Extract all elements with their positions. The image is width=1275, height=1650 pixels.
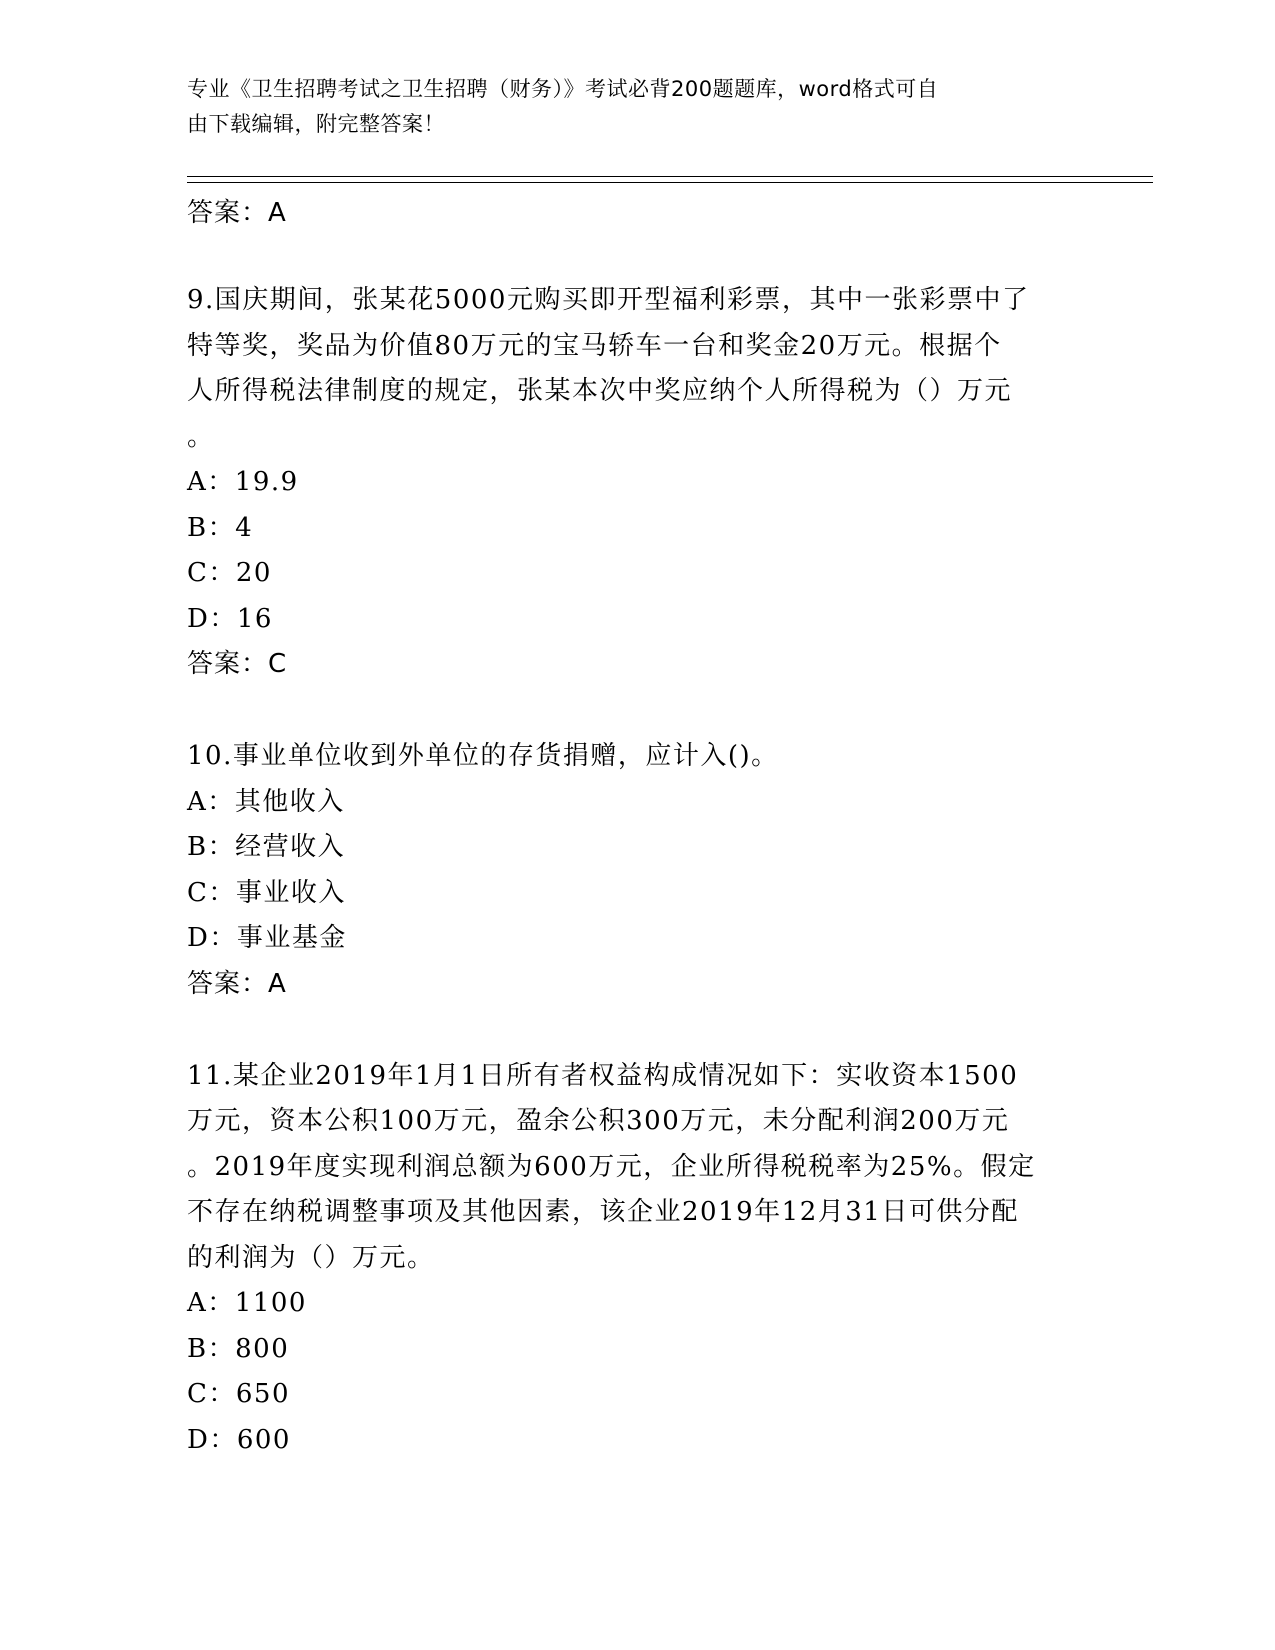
- question-9-option-d: D：16: [187, 603, 273, 634]
- question-10-line: 10.事业单位收到外单位的存货捐赠，应计入()。: [187, 741, 779, 771]
- header-line-2: 由下载编辑，附完整答案！: [187, 112, 445, 136]
- question-10-option-d: D：事业基金: [187, 923, 347, 953]
- question-10-option-c: C：事业收入: [187, 877, 346, 908]
- question-9-line: 9.国庆期间，张某花5000元购买即开型福利彩票，其中一张彩票中了: [187, 285, 1030, 315]
- question-11-line: 万元，资本公积100万元，盈余公积300万元，未分配利润200万元: [187, 1106, 1010, 1136]
- question-9-line: 特等奖，奖品为价值80万元的宝马轿车一台和奖金20万元。根据个: [187, 330, 1002, 361]
- question-10-option-a: A：其他收入: [187, 786, 345, 817]
- question-9: [187, 278, 1087, 642]
- question-9-line: 。: [187, 421, 215, 452]
- question-11-line: 。2019年度实现利润总额为600万元，企业所得税税率为25%。假定: [187, 1151, 1036, 1182]
- question-9-option-c: C：20: [187, 558, 272, 588]
- question-9-line: 人所得税法律制度的规定，张某本次中奖应纳个人所得税为（）万元: [187, 376, 1013, 406]
- question-9-option-b: B：4: [187, 512, 254, 543]
- question-11-option-c: C：650: [187, 1379, 291, 1409]
- answer-9: 答案：C: [187, 649, 288, 679]
- header-divider-bottom: [187, 182, 1153, 183]
- question-11-option-a: A：1100: [187, 1288, 307, 1318]
- document-header: [187, 72, 1087, 142]
- question-10-option-b: B：经营收入: [187, 832, 346, 862]
- header-line-1: 专业《卫生招聘考试之卫生招聘（财务）》考试必背200题题库，word格式可自: [187, 77, 939, 101]
- spacer: [187, 1006, 1087, 1054]
- question-11-line: 的利润为（）万元。: [187, 1242, 435, 1273]
- question-10: [187, 734, 1087, 962]
- header-divider-top: [187, 176, 1153, 177]
- question-11-option-b: B：800: [187, 1333, 290, 1364]
- document-body: [187, 191, 1087, 1463]
- question-11-option-d: D：600: [187, 1424, 291, 1455]
- question-11-line: 11.某企业2019年1月1日所有者权益构成情况如下：实收资本1500: [187, 1060, 1019, 1091]
- answer-10: 答案：A: [187, 968, 287, 999]
- answer-8: 答案：A: [187, 198, 287, 228]
- question-11: [187, 1054, 1087, 1464]
- spacer: [187, 235, 1087, 278]
- spacer: [187, 686, 1087, 734]
- question-9-option-a: A：19.9: [187, 467, 299, 497]
- question-11-line: 不存在纳税调整事项及其他因素，该企业2019年12月31日可供分配: [187, 1197, 1019, 1227]
